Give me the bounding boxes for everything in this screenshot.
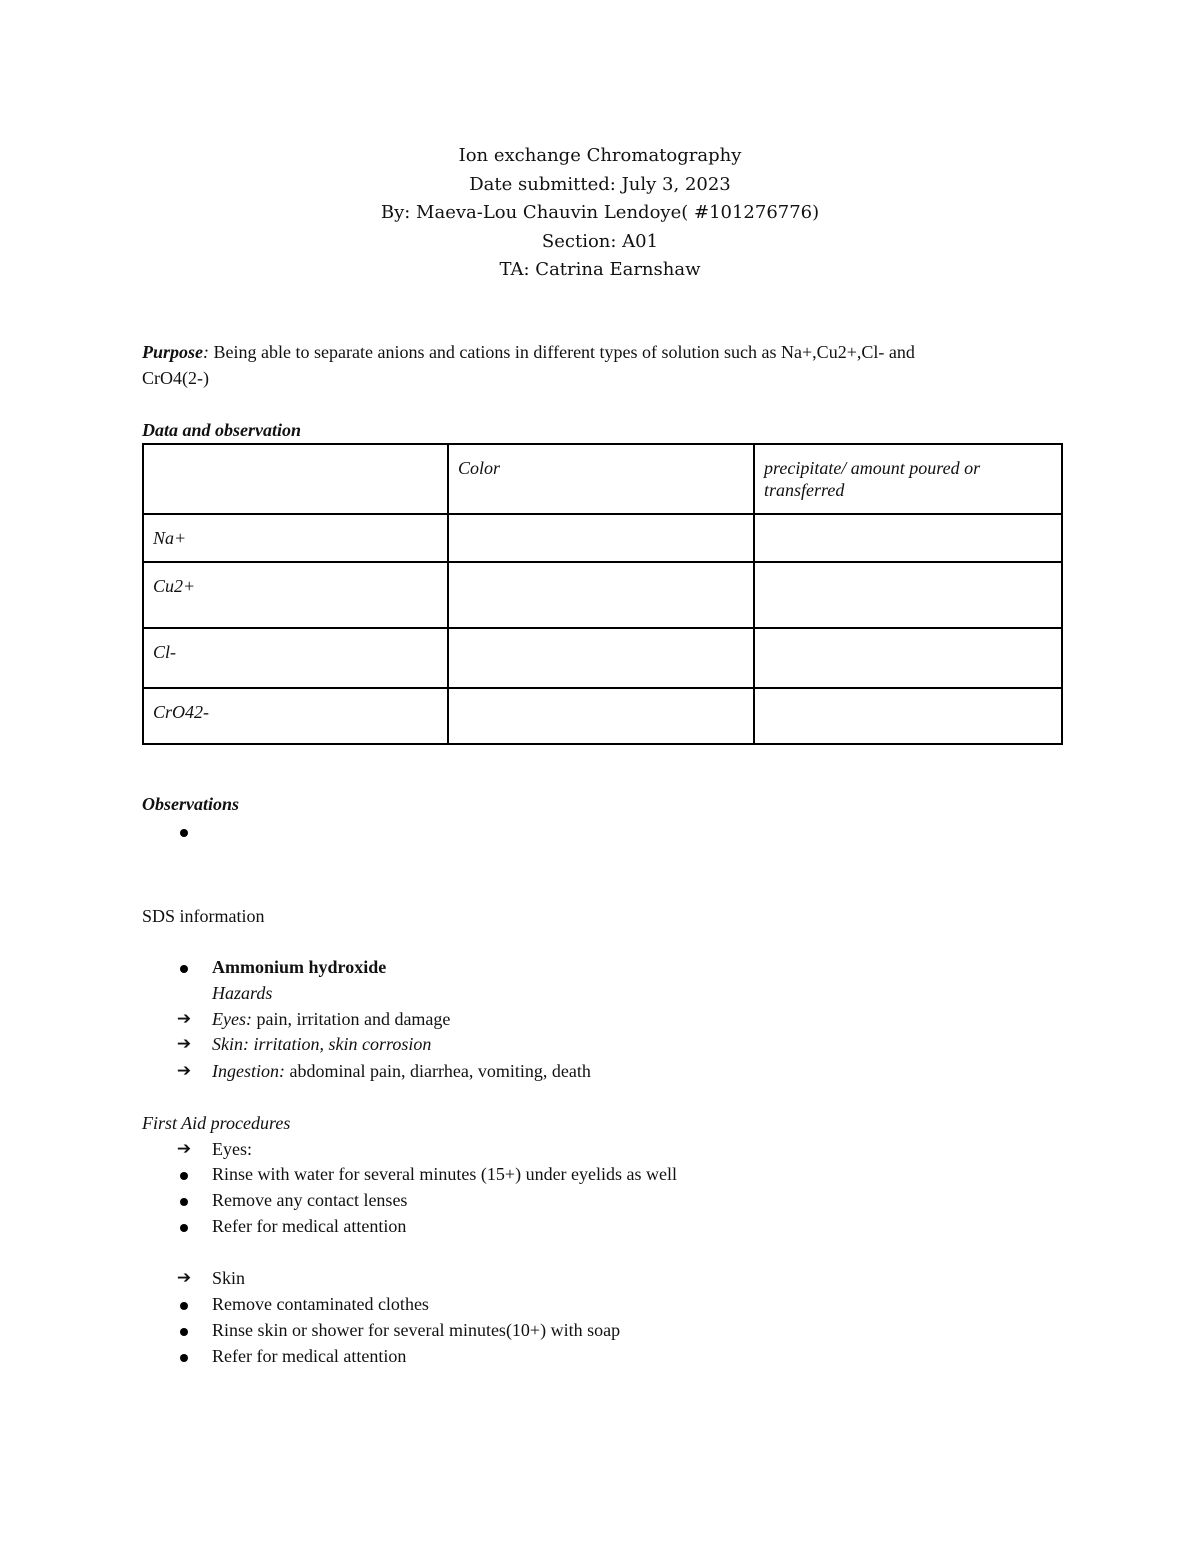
date-submitted: Date submitted: July 3, 2023 <box>469 173 731 195</box>
eyes-hazard-text: pain, irritation and damage <box>251 1009 451 1029</box>
section-line: Section: A01 <box>541 230 659 252</box>
skin-hazard-text: Skin: irritation, skin corrosion <box>212 1034 432 1054</box>
header-cell-color: Color <box>448 444 754 514</box>
first-aid-skin-label: Skin <box>212 1268 246 1288</box>
ion-cell: Cl- <box>143 628 448 688</box>
bullet-icon <box>174 818 194 844</box>
purpose-text-line1: Being able to separate anions and cations in different types of solution such as Na+,Cu2+,Cl- and <box>209 342 915 362</box>
bullet-icon <box>174 1187 194 1213</box>
first-aid-step: Remove contaminated clothes <box>212 1294 429 1314</box>
data-table <box>142 443 1063 745</box>
arrow-right-icon: ➔ <box>176 1268 192 1288</box>
bullet-icon <box>174 1161 194 1187</box>
table-header-row <box>143 444 1062 514</box>
ion-cell: Cu2+ <box>143 562 448 628</box>
sds-heading: SDS information <box>142 906 265 926</box>
bullet-icon <box>174 1343 194 1369</box>
eyes-hazard-label: Eyes: <box>212 1009 252 1029</box>
data-heading: Data and observation <box>142 420 302 440</box>
table-row <box>143 628 1062 688</box>
color-cell <box>448 628 754 688</box>
first-aid-step: Refer for medical attention <box>212 1346 407 1366</box>
arrow-right-icon: ➔ <box>176 1034 192 1054</box>
ingestion-hazard-text: abdominal pain, diarrhea, vomiting, death <box>284 1061 591 1081</box>
header-cell-amount: precipitate/ amount poured or transferred <box>754 444 1062 514</box>
bullet-icon <box>174 1213 194 1239</box>
table-row <box>143 688 1062 744</box>
chemical-name: Ammonium hydroxide <box>212 957 387 977</box>
report-header <box>0 142 1200 285</box>
first-aid-step: Rinse with water for several minutes (15+) under eyelids as well <box>212 1164 678 1184</box>
arrow-right-icon: ➔ <box>176 1009 192 1029</box>
amount-cell <box>754 562 1062 628</box>
first-aid-step: Remove any contact lenses <box>212 1190 408 1210</box>
purpose-label: Purpose <box>142 342 204 362</box>
report-title: Ion exchange Chromatography <box>458 145 742 166</box>
bullet-icon <box>174 954 194 980</box>
observations-heading: Observations <box>142 794 240 814</box>
color-cell <box>448 514 754 562</box>
table-row <box>143 562 1062 628</box>
bullet-icon <box>174 1317 194 1343</box>
header-cell-blank <box>143 444 448 514</box>
author-line: By: Maeva-Lou Chauvin Lendoye( #101276776) <box>380 202 820 224</box>
ta-line: TA: Catrina Earnshaw <box>499 259 701 281</box>
first-aid-eyes-label: Eyes: <box>212 1139 252 1159</box>
amount-cell <box>754 514 1062 562</box>
ion-cell: CrO42- <box>143 688 448 744</box>
purpose-colon: : <box>203 342 210 362</box>
color-cell <box>448 688 754 744</box>
purpose-paragraph <box>142 339 1062 391</box>
ingestion-hazard-label: Ingestion: <box>212 1061 285 1081</box>
ion-cell: Na+ <box>143 514 448 562</box>
hazards-label: Hazards <box>212 983 273 1003</box>
first-aid-step: Refer for medical attention <box>212 1216 407 1236</box>
amount-cell <box>754 688 1062 744</box>
arrow-right-icon: ➔ <box>176 1061 192 1081</box>
table-row <box>143 514 1062 562</box>
first-aid-heading: First Aid procedures <box>142 1113 291 1133</box>
purpose-text-line2: CrO4(2-) <box>142 368 209 388</box>
arrow-right-icon: ➔ <box>176 1139 192 1159</box>
first-aid-step: Rinse skin or shower for several minutes(10+) with soap <box>212 1320 621 1340</box>
bullet-icon <box>174 1291 194 1317</box>
color-cell <box>448 562 754 628</box>
amount-cell <box>754 628 1062 688</box>
